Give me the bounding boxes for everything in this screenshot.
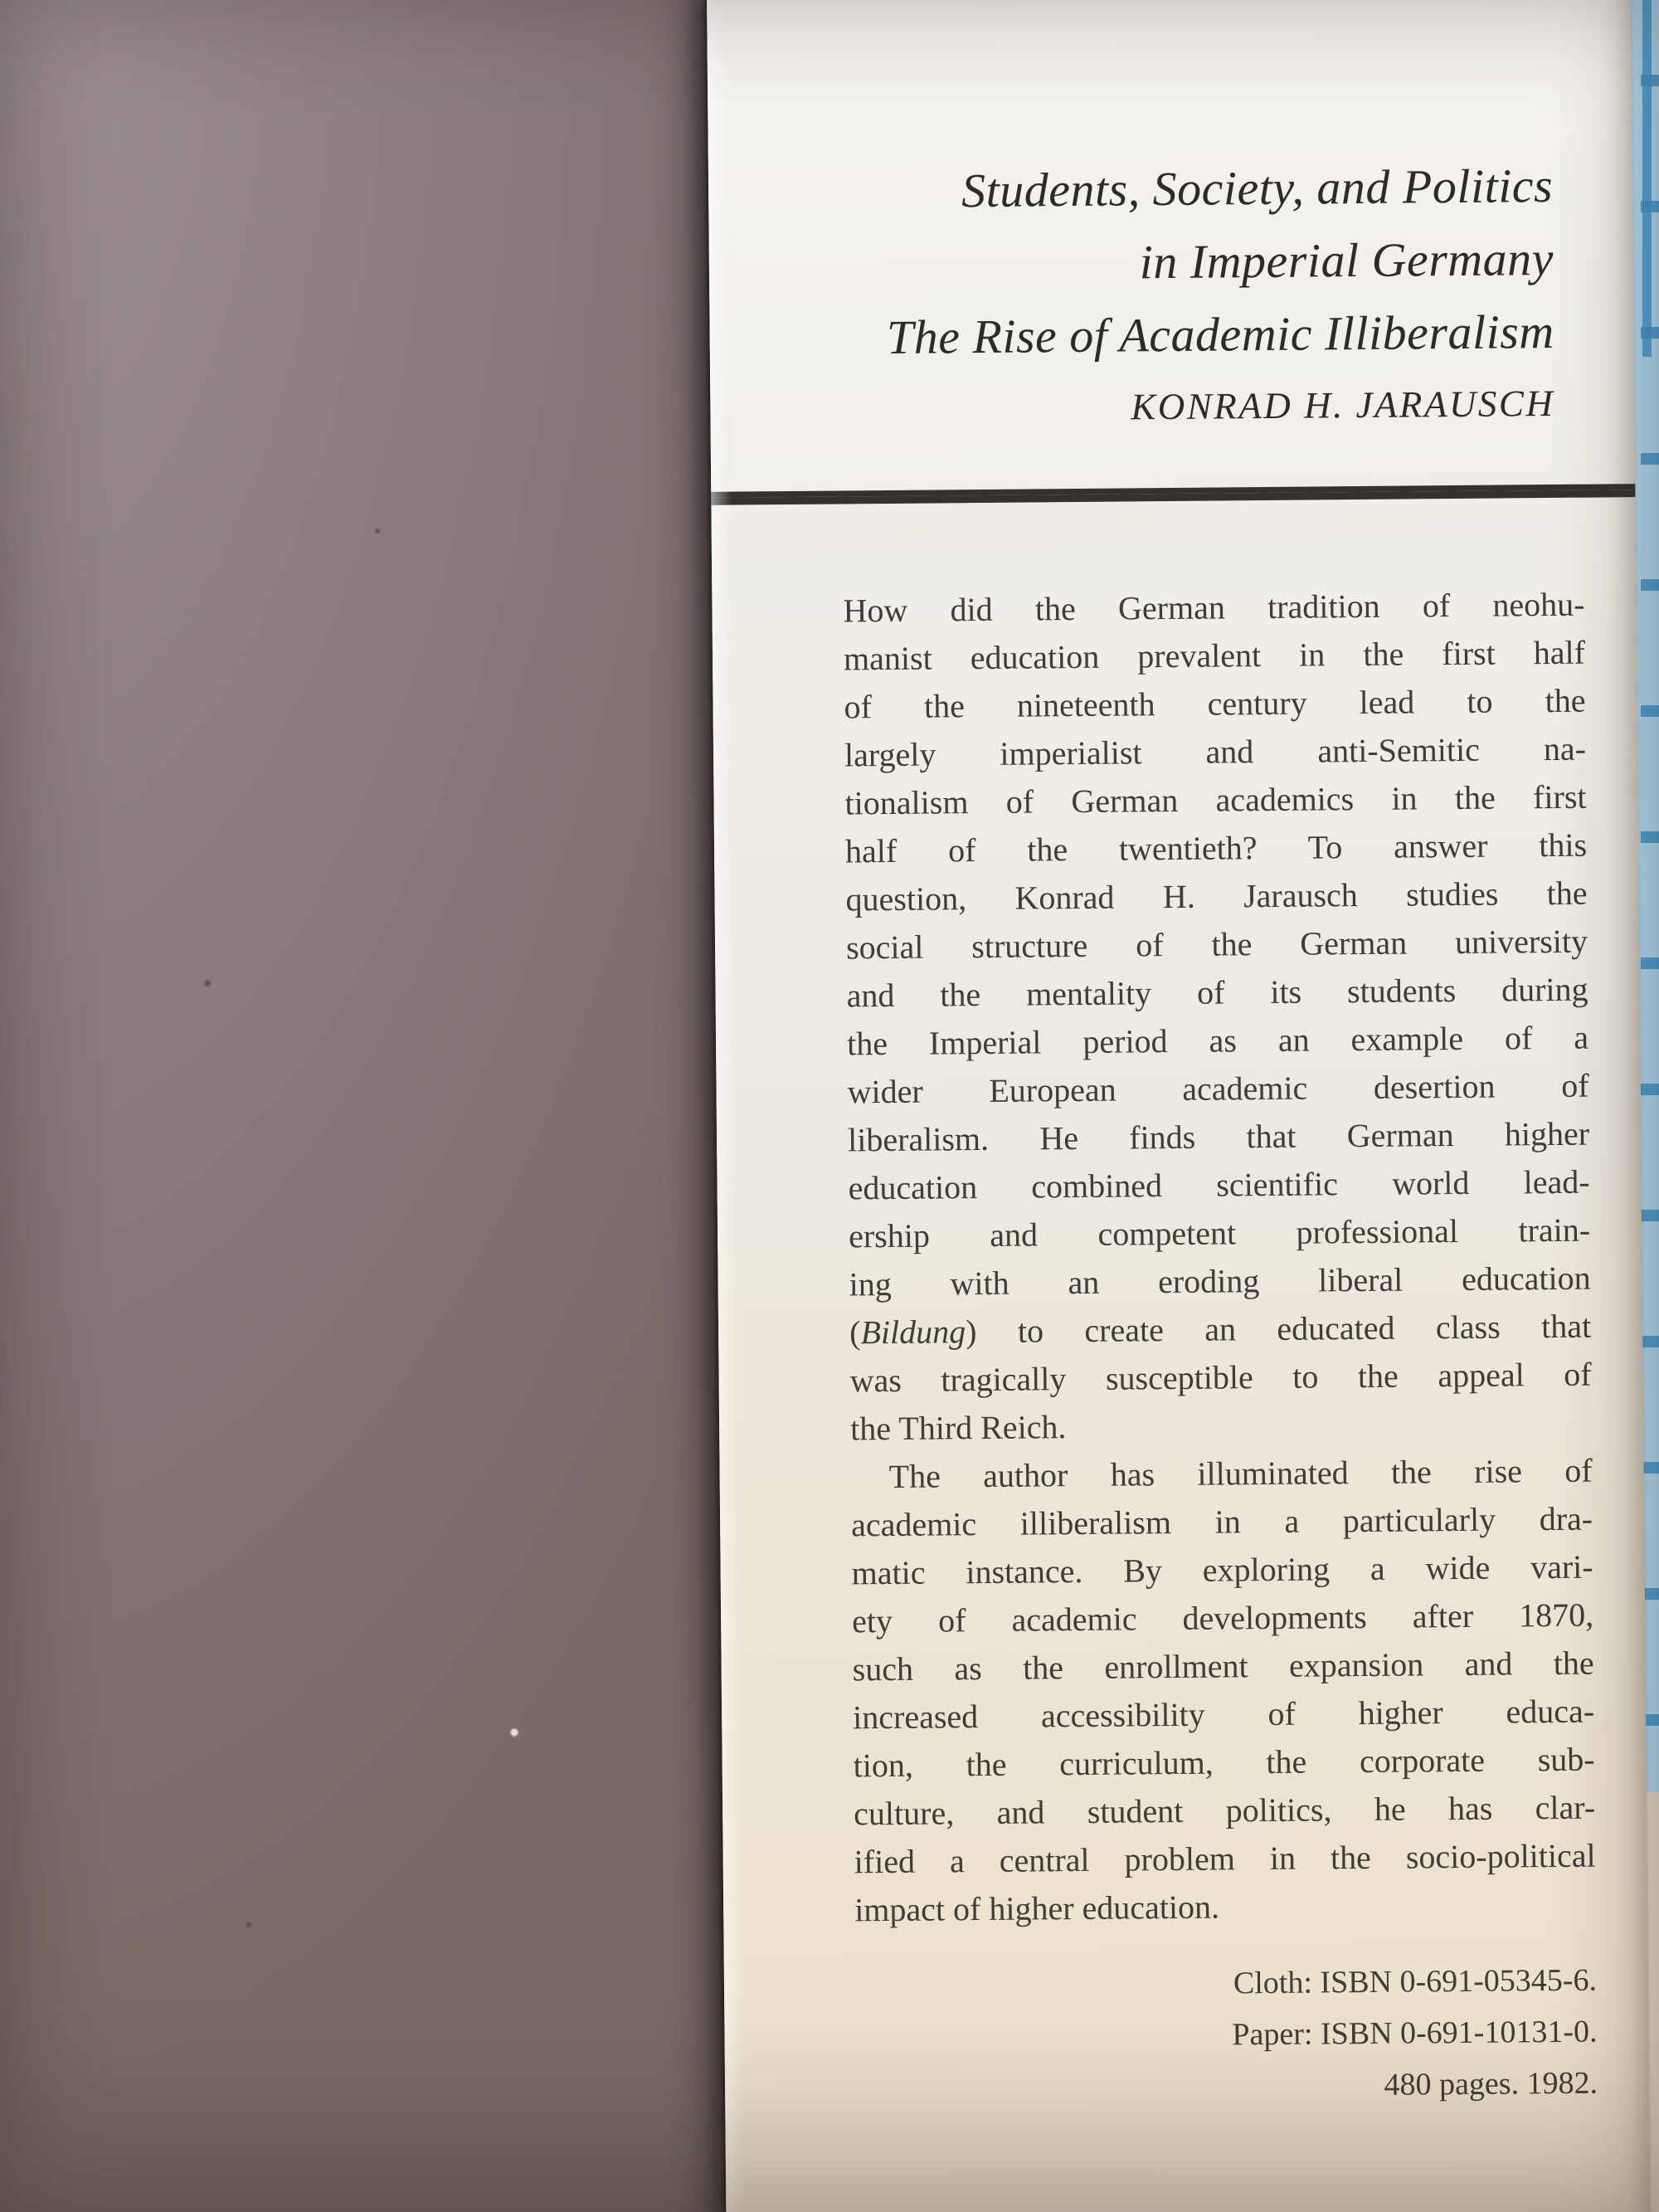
body-line: the Imperial period as an example of a xyxy=(846,1018,1589,1063)
body-line: liberalism. He finds that German higher xyxy=(847,1114,1590,1159)
body-line: ety of academic developments after 1870, xyxy=(851,1596,1594,1640)
body-line: half of the twentieth? To answer this xyxy=(844,826,1588,870)
body-line: culture, and student politics, he has clar- xyxy=(853,1788,1596,1833)
book-cover-background xyxy=(0,0,735,2212)
body-line: The author has illuminated the rise of xyxy=(888,1451,1593,1496)
body-line: ing with an eroding liberal education xyxy=(849,1259,1591,1303)
jacket-flap xyxy=(707,0,1651,2212)
body-line: tion, the curriculum, the corporate sub- xyxy=(853,1740,1595,1785)
body-line: matic instance. By exploring a wide vari- xyxy=(851,1547,1593,1592)
body-line: of the nineteenth century lead to the xyxy=(844,681,1586,726)
flap-content xyxy=(712,580,1649,2117)
body-line: social structure of the German university xyxy=(845,922,1588,967)
book-title-line1: Students, Society, and Politics xyxy=(961,158,1554,218)
isbn-paper: Paper: ISBN 0-691-10131-0. xyxy=(1232,2014,1598,2053)
body-line: ership and competent professional train- xyxy=(848,1211,1591,1255)
book-subtitle: The Rise of Academic Illiberalism xyxy=(886,304,1554,364)
publication-info xyxy=(855,1955,1598,2116)
body-line: the Third Reich. xyxy=(849,1408,1067,1448)
title-block xyxy=(838,0,1584,432)
body-line: ified a central problem in the socio-political xyxy=(854,1836,1596,1881)
body-line: manist education prevalent in the first half xyxy=(843,633,1586,678)
body-line: impact of higher education. xyxy=(854,1888,1220,1929)
body-text xyxy=(843,581,1596,1935)
body-line: wider European academic desertion of xyxy=(847,1066,1589,1111)
body-line: increased accessibility of higher educa- xyxy=(852,1692,1595,1737)
body-line: education combined scientific world lead- xyxy=(848,1162,1590,1207)
flap-header xyxy=(707,0,1635,434)
body-line: largely imperialist and anti-Semitic na- xyxy=(844,729,1587,774)
body-line: such as the enrollment expansion and the xyxy=(852,1644,1594,1688)
body-line: question, Konrad H. Jarausch studies the xyxy=(845,874,1588,918)
pages-year: 480 pages. 1982. xyxy=(1384,2065,1598,2102)
book-title-line2: in Imperial Germany xyxy=(1139,231,1554,290)
body-line: and the mentality of its students during xyxy=(846,970,1588,1015)
body-line: How did the German tradition of neohu- xyxy=(843,585,1585,630)
body-line: academic illiberalism in a particularly dra- xyxy=(850,1499,1593,1544)
body-line: tionalism of German academics in the first xyxy=(844,777,1587,822)
isbn-cloth: Cloth: ISBN 0-691-05345-6. xyxy=(1233,1962,1598,2001)
double-rule-divider xyxy=(711,484,1635,505)
body-line: was tragically susceptible to the appeal of xyxy=(849,1355,1592,1400)
author-name: KONRAD H. JARAUSCH xyxy=(1130,382,1555,428)
body-line: (Bildung) to create an educated class that xyxy=(849,1307,1592,1352)
